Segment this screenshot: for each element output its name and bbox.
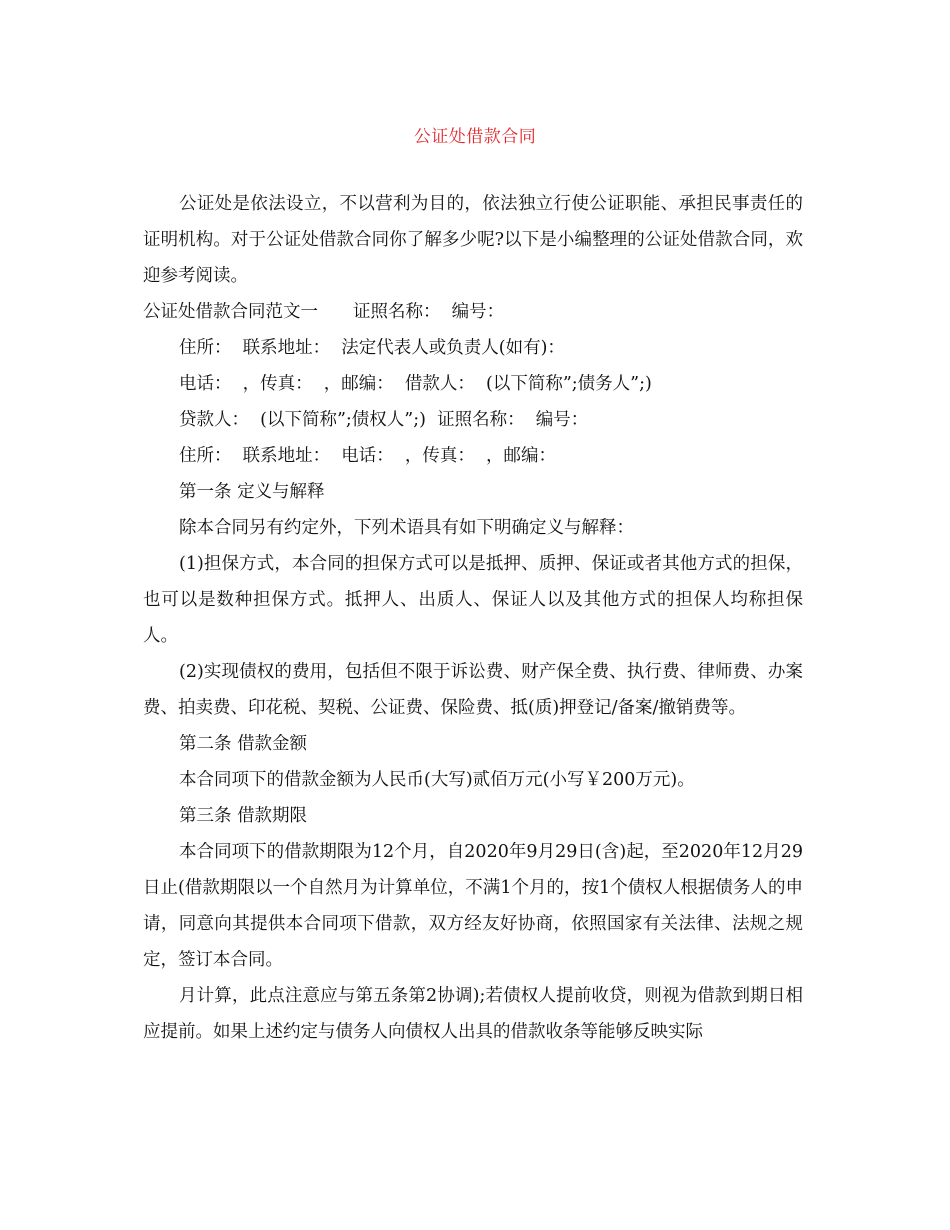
paragraph: 住所： 联系地址： 法定代表人或负责人(如有)： [179, 338, 565, 358]
paragraph: 本合同项下的借款金额为人民币(大写)贰佰万元(小写￥200万元)。 [179, 770, 695, 790]
section-heading: 第一条 定义与解释 [179, 482, 325, 502]
document-body [143, 186, 803, 1050]
paragraph: 电话： ，传真： ，邮编： 借款人： (以下简称”;债务人”;) [179, 374, 652, 394]
paragraph: 公证处是依法设立，不以营利为目的，依法独立行使公证职能、承担民事责任的证明机构。对于公证处借款合同你了解多少呢?以下是小编整理的公证处借款合同，欢迎参考阅读。 [143, 194, 803, 286]
paragraph: 公证处借款合同范文一 证照名称： 编号： [143, 302, 505, 322]
paragraph: 贷款人： (以下简称”;债权人”;) 证照名称： 编号： [179, 410, 589, 430]
section-heading: 第二条 借款金额 [179, 734, 308, 754]
paragraph: (2)实现债权的费用，包括但不限于诉讼费、财产保全费、执行费、律师费、办案费、拍卖费、印花税、契税、公证费、保险费、抵(质)押登记/备案/撤销费等。 [143, 662, 803, 718]
section-heading: 第三条 借款期限 [179, 806, 308, 826]
paragraph: 本合同项下的借款期限为12个月，自2020年9月29日(含)起，至2020年12月29日止(借款期限以一个自然月为计算单位，不满1个月的，按1个债权人根据债务人的申请，同意向其提供本合同项下借款，双方经友好协商，依照国家有关法律、法规之规定，签订本合同。 [143, 842, 803, 970]
paragraph: 月计算，此点注意应与第五条第2协调);若债权人提前收贷，则视为借款到期日相应提前。如果上述约定与债务人向债权人出具的借款收条等能够反映实际 [143, 986, 803, 1042]
paragraph: 除本合同另有约定外，下列术语具有如下明确定义与解释： [179, 518, 634, 538]
paragraph: 住所： 联系地址： 电话： ，传真： ，邮编： [179, 446, 557, 466]
document-title: 公证处借款合同 [413, 127, 537, 147]
paragraph: (1)担保方式，本合同的担保方式可以是抵押、质押、保证或者其他方式的担保，也可以是数种担保方式。抵押人、出质人、保证人以及其他方式的担保人均称担保人。 [143, 554, 803, 646]
